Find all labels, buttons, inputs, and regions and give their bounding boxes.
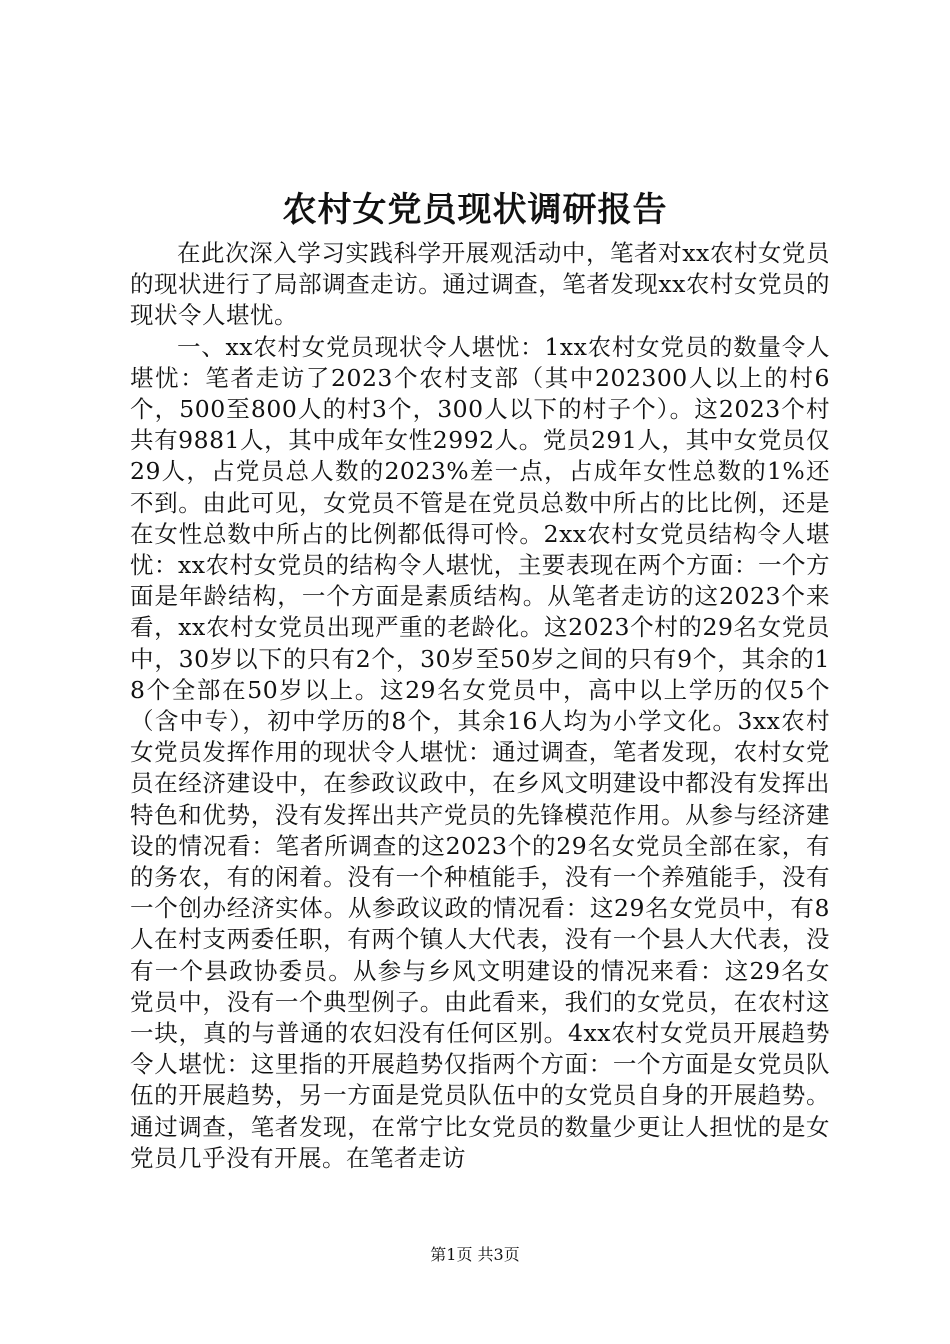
page-footer: 第1页 共3页 bbox=[430, 1245, 520, 1264]
document-title: 农村女党员现状调研报告 bbox=[282, 190, 668, 230]
paragraph-section-one: 一、xx农村女党员现状令人堪忧：1xx农村女党员的数量令人堪忧：笔者走访了2023个农村支部（其中202300人以上的村6个，500至800人的村3个，300人以下的村子个）。这2023个村共有9881人，其中成年女性2992人。党员291人，其中女党员仅29人，占党员总人数的2023%差一点，占成年女性总数的1%还不到。由此可见，女党员不管是在党员总数中所占的比比例，还是在女性总数中所占的比例都低得可怜。2xx农村女党员结构令人堪忧：xx农村女党员的结构令人堪忧，主要表现在两个方面：一个方面是年龄结构，一个方面是素质结构。从笔者走访的这2023个来看，xx农村女党员出现严重的老龄化。这2023个村的29名女党员中，30岁以下的只有2个，30岁至50岁之间的只有9个，其余的18个全部在50岁以上。这29名女党员中，高中以上学历的仅5个（含中专），初中学历的8个，其余16人均为小学文化。3xx农村女党员发挥作用的现状令人堪忧：通过调查，笔者发现，农村女党员在经济建设中，在参政议政中，在乡风文明建设中都没有发挥出特色和优势，没有发挥出共产党员的先锋模范作用。从参与经济建设的情况看：笔者所调查的这2023个的29名女党员全部在家，有的务农，有的闲着。没有一个种植能手，没有一个养殖能手，没有一个创办经济实体。从参政议政的情况看：这29名女党员中，有8人在村支两委任职，有两个镇人大代表，没有一个县人大代表，没有一个县政协委员。从参与乡风文明建设的情况来看：这29名女党员中，没有一个典型例子。由此看来，我们的女党员，在农村这一块，真的与普通的农妇没有任何区别。4xx农村女党员开展趋势令人堪忧：这里指的开展趋势仅指两个方面：一个方面是女党员队伍的开展趋势，另一方面是党员队伍中的女党员自身的开展趋势。通过调查，笔者发现，在常宁比女党员的数量少更让人担忧的是女党员几乎没有开展。在笔者走访 bbox=[130, 332, 830, 1172]
paragraph-intro: 在此次深入学习实践科学开展观活动中，笔者对xx农村女党员的现状进行了局部调查走访。通过调查，笔者发现xx农村女党员的现状令人堪忧。 bbox=[130, 239, 830, 330]
document-body bbox=[130, 238, 830, 1174]
